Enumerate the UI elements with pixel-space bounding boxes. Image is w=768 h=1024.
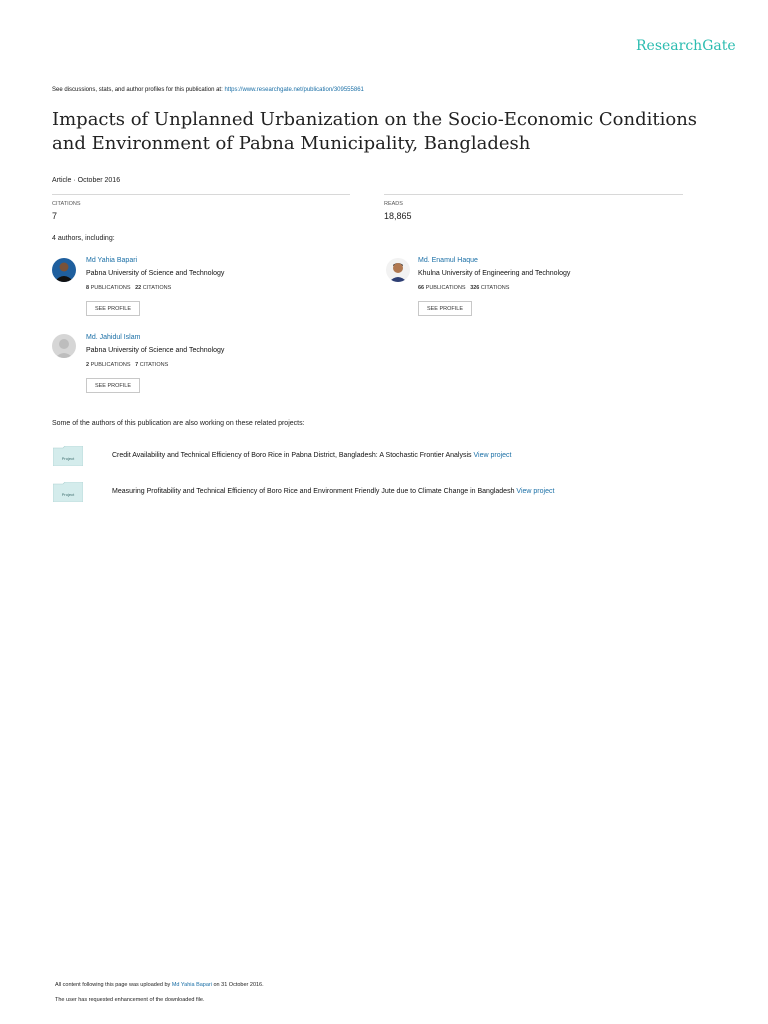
- author-stats: [86, 362, 168, 368]
- author-stats: [418, 285, 509, 291]
- project-icon-label: Project: [61, 492, 75, 497]
- author-publications-count: 2: [86, 362, 90, 368]
- avatar-photo-icon: [52, 258, 76, 282]
- reads-label: READS: [384, 201, 403, 207]
- project-folder-icon: [53, 446, 83, 466]
- uploader-link[interactable]: Md Yahia Bapari: [171, 982, 212, 988]
- publication-url-link[interactable]: https://www.researchgate.net/publication/309555861: [224, 87, 364, 93]
- project-title: Credit Availability and Technical Efficiency of Boro Rice in Pabna District, Bangladesh: A Stochastic Frontier Analysis: [112, 452, 472, 459]
- upload-prefix: All content following this page was uploaded by: [55, 982, 171, 988]
- publication-meta: Article · October 2016: [52, 177, 121, 184]
- citations-label: CITATIONS: [139, 362, 169, 368]
- author-institution: Khulna University of Engineering and Technology: [418, 270, 571, 277]
- citations-value: 7: [52, 211, 58, 221]
- author-publications-count: 8: [86, 285, 90, 291]
- see-profile-button[interactable]: SEE PROFILE: [86, 301, 140, 316]
- project-folder-icon: [53, 482, 83, 502]
- see-discussions-line: [52, 87, 364, 93]
- publications-label: PUBLICATIONS: [90, 285, 131, 291]
- author-citations-count: 326: [470, 285, 480, 291]
- author-citations-count: 7: [135, 362, 139, 368]
- author-avatar[interactable]: [386, 258, 410, 282]
- view-project-link[interactable]: View project: [473, 452, 512, 459]
- divider-citations: [52, 194, 350, 195]
- author-name-link[interactable]: Md. Enamul Haque: [418, 257, 478, 264]
- publications-label: PUBLICATIONS: [425, 285, 466, 291]
- researchgate-logo[interactable]: ResearchGate: [636, 38, 736, 54]
- default-avatar-icon: [52, 334, 76, 358]
- project-item: [112, 452, 512, 459]
- author-avatar[interactable]: [52, 334, 76, 358]
- publications-label: PUBLICATIONS: [90, 362, 131, 368]
- upload-suffix: on 31 October 2016.: [213, 982, 264, 988]
- author-publications-count: 66: [418, 285, 425, 291]
- author-stats: [86, 285, 171, 291]
- citations-label: CITATIONS: [52, 201, 81, 207]
- enhancement-notice: The user has requested enhancement of the downloaded file.: [55, 997, 205, 1003]
- upload-notice: [55, 982, 264, 988]
- project-title: Measuring Profitability and Technical Efficiency of Boro Rice and Environment Friendly Jute due to Climate Change in Bangladesh: [112, 488, 515, 495]
- author-institution: Pabna University of Science and Technology: [86, 270, 225, 277]
- author-name-link[interactable]: Md. Jahidul Islam: [86, 334, 141, 341]
- project-item: [112, 488, 554, 495]
- citations-label: CITATIONS: [480, 285, 510, 291]
- publication-title: Impacts of Unplanned Urbanization on the Socio-Economic Conditions and Environment of Pabna Municipality, Bangladesh: [52, 109, 698, 154]
- view-project-link[interactable]: View project: [516, 488, 555, 495]
- avatar-photo-icon: [386, 258, 410, 282]
- author-name-link[interactable]: Md Yahia Bapari: [86, 257, 138, 264]
- authors-heading: 4 authors, including:: [52, 235, 115, 242]
- author-citations-count: 22: [135, 285, 142, 291]
- related-projects-heading: Some of the authors of this publication are also working on these related projects:: [52, 420, 305, 427]
- divider-reads: [384, 194, 683, 195]
- citations-label: CITATIONS: [142, 285, 172, 291]
- see-profile-button[interactable]: SEE PROFILE: [86, 378, 140, 393]
- reads-value: 18,865: [384, 211, 412, 221]
- see-profile-button[interactable]: SEE PROFILE: [418, 301, 472, 316]
- author-avatar[interactable]: [52, 258, 76, 282]
- author-institution: Pabna University of Science and Technology: [86, 347, 225, 354]
- project-icon-label: Project: [61, 456, 75, 461]
- see-discussions-text: See discussions, stats, and author profiles for this publication at:: [52, 87, 223, 93]
